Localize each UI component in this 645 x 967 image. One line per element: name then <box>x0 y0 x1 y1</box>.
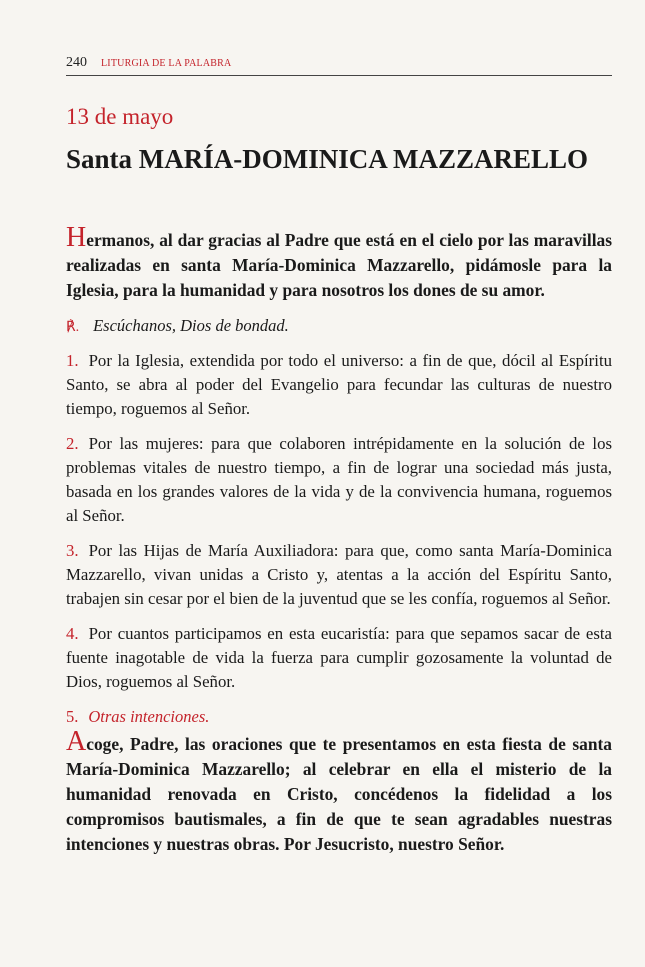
petition-text: Por las mujeres: para que colaboren intrépidamente en la solución de los problemas vitales de nuestro tiempo, a fin de lograr una sociedad más justa, basada en los grandes valores de la vida y de la convivencia humana, roguemos al Señor. <box>66 434 612 525</box>
petition-number: 1. <box>66 351 79 370</box>
petition <box>66 349 612 421</box>
other-intentions <box>66 705 612 729</box>
prayer-body <box>66 222 612 857</box>
closing-prayer <box>66 726 612 857</box>
response-symbol: ℟. <box>66 320 80 335</box>
response-text: Escúchanos, Dios de bondad. <box>93 316 289 335</box>
feast-date: 13 de mayo <box>66 104 174 129</box>
petition-number: 4. <box>66 624 79 643</box>
petition <box>66 539 612 611</box>
petition-number: 2. <box>66 434 79 453</box>
other-intentions-text: Otras intenciones. <box>88 707 210 726</box>
closing-initial: A <box>66 726 87 757</box>
intro-paragraph <box>66 222 612 303</box>
response-line <box>66 314 612 340</box>
petition-text: Por las Hijas de María Auxiliadora: para que, como santa María-Dominica Mazzarello, vivan unidas a Cristo y, atentas a la acción del Espíritu Santo, trabajen sin cesar por el bien de la juventud que se les confía, roguemos al Señor. <box>66 541 612 608</box>
petition-text: Por la Iglesia, extendida por todo el universo: a fin de que, dócil al Espíritu Santo, se abra al poder del Evangelio para fecundar las culturas de nuestro tiempo, roguemos al Señor. <box>66 351 612 418</box>
intro-initial: H <box>66 222 87 253</box>
intro-text: ermanos, al dar gracias al Padre que está en el cielo por las maravillas realizadas en santa María-Dominica Mazzarello, pidámosle para la Iglesia, para la humanidad y para nosotros los dones de su amor. <box>66 230 612 300</box>
petition <box>66 432 612 528</box>
petition-number: 3. <box>66 541 79 560</box>
petition-text: Por cuantos participamos en esta eucaristía: para que sepamos sacar de esta fuente inagotable de vida la fuerza para cumplir gozosamente la voluntad de Dios, roguemos al Señor. <box>66 624 612 691</box>
page-header <box>66 55 612 76</box>
closing-text: coge, Padre, las oraciones que te presentamos en esta fiesta de santa María-Dominica Mazzarello; al celebrar en ella el misterio de la humanidad renovada en Cristo, concédenos la fidelidad a los compromisos bautismales, a fin de que te sean agradables nuestras intenciones y nuestras obras. Por Jesucristo, nuestro Señor. <box>66 734 612 854</box>
running-title: LITURGIA DE LA PALABRA <box>101 58 232 69</box>
petition <box>66 622 612 694</box>
page-title: Santa MARÍA-DOMINICA MAZZARELLO <box>66 144 589 174</box>
petition-number: 5. <box>66 707 79 726</box>
page-number: 240 <box>66 55 87 70</box>
